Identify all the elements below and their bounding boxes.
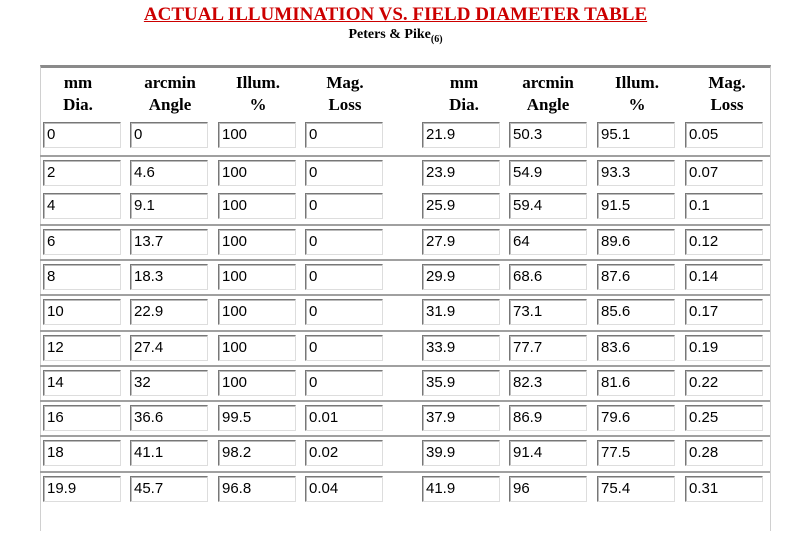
table-cell-field[interactable]: 31.9 <box>422 299 500 325</box>
table-cell-field[interactable]: 93.3 <box>597 160 675 186</box>
column-header-line2: Angle <box>148 95 192 114</box>
table-cell-field[interactable]: 0 <box>305 299 383 325</box>
table-cell-field[interactable]: 19.9 <box>43 476 121 502</box>
table-cell-field[interactable]: 0 <box>305 229 383 255</box>
table-cell-field[interactable]: 0 <box>43 122 121 148</box>
table-cell-field[interactable]: 2 <box>43 160 121 186</box>
table-row <box>40 224 770 261</box>
table-cell-field[interactable]: 100 <box>218 122 296 148</box>
table-cell-field[interactable]: 73.1 <box>509 299 587 325</box>
table-cell-field[interactable]: 75.4 <box>597 476 675 502</box>
table-cell-field[interactable]: 0.25 <box>685 405 763 431</box>
table-cell-field[interactable]: 33.9 <box>422 335 500 361</box>
table-cell-field[interactable]: 39.9 <box>422 440 500 466</box>
table-cell-field[interactable]: 0.28 <box>685 440 763 466</box>
column-header-7 <box>682 72 772 116</box>
table-cell-field[interactable]: 98.2 <box>218 440 296 466</box>
table-cell-field[interactable]: 82.3 <box>509 370 587 396</box>
column-header-line1: arcmin <box>144 73 196 92</box>
table-cell-field[interactable]: 18 <box>43 440 121 466</box>
table-cell-field[interactable]: 41.1 <box>130 440 208 466</box>
table-cell-field[interactable]: 25.9 <box>422 193 500 219</box>
table-cell-field[interactable]: 12 <box>43 335 121 361</box>
table-cell-field[interactable]: 89.6 <box>597 229 675 255</box>
table-cell-field[interactable]: 96 <box>509 476 587 502</box>
table-cell-field[interactable]: 81.6 <box>597 370 675 396</box>
table-cell-field[interactable]: 96.8 <box>218 476 296 502</box>
table-cell-field[interactable]: 0.22 <box>685 370 763 396</box>
table-cell-field[interactable]: 77.5 <box>597 440 675 466</box>
column-header-line1: mm <box>449 73 479 92</box>
table-cell-field[interactable]: 0 <box>305 370 383 396</box>
table-cell-field[interactable]: 100 <box>218 193 296 219</box>
column-header-line2: % <box>249 95 267 114</box>
table-cell-field[interactable]: 100 <box>218 370 296 396</box>
page-title: ACTUAL ILLUMINATION VS. FIELD DIAMETER TABLE <box>143 4 648 25</box>
table-row <box>40 188 770 223</box>
table-row <box>40 155 770 192</box>
table-cell-field[interactable]: 27.9 <box>422 229 500 255</box>
table-cell-field[interactable]: 0 <box>130 122 208 148</box>
table-cell-field[interactable]: 0.17 <box>685 299 763 325</box>
table-cell-field[interactable]: 86.9 <box>509 405 587 431</box>
table-cell-field[interactable]: 0.1 <box>685 193 763 219</box>
column-header-2 <box>213 72 303 116</box>
table-cell-field[interactable]: 59.4 <box>509 193 587 219</box>
table-cell-field[interactable]: 27.4 <box>130 335 208 361</box>
column-header-line2: Loss <box>328 95 362 114</box>
column-header-line2: % <box>628 95 646 114</box>
column-header-3 <box>300 72 390 116</box>
table-cell-field[interactable]: 14 <box>43 370 121 396</box>
column-header-line2: Loss <box>710 95 744 114</box>
table-cell-field[interactable]: 0 <box>305 335 383 361</box>
table-cell-field[interactable]: 100 <box>218 264 296 290</box>
table-cell-field[interactable]: 99.5 <box>218 405 296 431</box>
table-row <box>40 330 770 367</box>
table-cell-field[interactable]: 0.05 <box>685 122 763 148</box>
column-header-line1: Mag. <box>326 73 364 92</box>
table-cell-field[interactable]: 41.9 <box>422 476 500 502</box>
table-cell-field[interactable]: 6 <box>43 229 121 255</box>
table-cell-field[interactable]: 29.9 <box>422 264 500 290</box>
table-cell-field[interactable]: 23.9 <box>422 160 500 186</box>
table-cell-field[interactable]: 16 <box>43 405 121 431</box>
table-cell-field[interactable]: 0 <box>305 193 383 219</box>
table-row <box>40 400 770 437</box>
subtitle-reference: (6) <box>430 33 443 45</box>
table-cell-field[interactable]: 83.6 <box>597 335 675 361</box>
table-cell-field[interactable]: 85.6 <box>597 299 675 325</box>
table-cell-field[interactable]: 0 <box>305 264 383 290</box>
table-row <box>40 259 770 296</box>
table-cell-field[interactable]: 0.04 <box>305 476 383 502</box>
column-header-line1: Illum. <box>615 73 659 92</box>
table-cell-field[interactable]: 8 <box>43 264 121 290</box>
table-cell-field[interactable]: 0 <box>305 122 383 148</box>
table-cell-field[interactable]: 18.3 <box>130 264 208 290</box>
table-cell-field[interactable]: 0 <box>305 160 383 186</box>
table-cell-field[interactable]: 9.1 <box>130 193 208 219</box>
table-cell-field[interactable]: 50.3 <box>509 122 587 148</box>
table-row <box>40 294 770 331</box>
table-cell-field[interactable]: 10 <box>43 299 121 325</box>
table-cell-field[interactable]: 4 <box>43 193 121 219</box>
table-cell-field[interactable]: 79.6 <box>597 405 675 431</box>
column-header-line1: Illum. <box>236 73 280 92</box>
table-cell-field[interactable]: 100 <box>218 160 296 186</box>
column-header-line2: Dia. <box>449 95 479 114</box>
table-cell-field[interactable]: 36.6 <box>130 405 208 431</box>
table-cell-field[interactable]: 64 <box>509 229 587 255</box>
table-cell-field[interactable]: 0.02 <box>305 440 383 466</box>
table-cell-field[interactable]: 91.4 <box>509 440 587 466</box>
table-cell-field[interactable]: 100 <box>218 299 296 325</box>
table-cell-field[interactable]: 0.01 <box>305 405 383 431</box>
column-header-5 <box>503 72 593 116</box>
subtitle-text: Peters & Pike <box>348 27 431 42</box>
table-cell-field[interactable]: 37.9 <box>422 405 500 431</box>
table-row <box>40 117 770 152</box>
table-cell-field[interactable]: 100 <box>218 229 296 255</box>
table-row <box>40 471 770 508</box>
table-cell-field[interactable]: 68.6 <box>509 264 587 290</box>
column-header-6 <box>592 72 682 116</box>
column-header-line1: mm <box>63 73 93 92</box>
table-cell-field[interactable]: 21.9 <box>422 122 500 148</box>
table-cell-field[interactable]: 22.9 <box>130 299 208 325</box>
table-cell-field[interactable]: 77.7 <box>509 335 587 361</box>
column-header-4 <box>419 72 509 116</box>
table-cell-field[interactable]: 4.6 <box>130 160 208 186</box>
table-cell-field[interactable]: 95.1 <box>597 122 675 148</box>
column-header-line2: Dia. <box>63 95 93 114</box>
table-cell-field[interactable]: 0.14 <box>685 264 763 290</box>
column-header-1 <box>125 72 215 116</box>
table-cell-field[interactable]: 91.5 <box>597 193 675 219</box>
table-cell-field[interactable]: 0.19 <box>685 335 763 361</box>
table-row <box>40 365 770 402</box>
table-cell-field[interactable]: 0.31 <box>685 476 763 502</box>
table-cell-field[interactable]: 0.07 <box>685 160 763 186</box>
column-header-line2: Angle <box>526 95 570 114</box>
column-header-line1: Mag. <box>708 73 746 92</box>
table-cell-field[interactable]: 87.6 <box>597 264 675 290</box>
table-cell-field[interactable]: 0.12 <box>685 229 763 255</box>
table-cell-field[interactable]: 45.7 <box>130 476 208 502</box>
table-cell-field[interactable]: 13.7 <box>130 229 208 255</box>
column-header-0 <box>33 72 123 116</box>
table-cell-field[interactable]: 100 <box>218 335 296 361</box>
table-row <box>40 435 770 472</box>
page-subtitle <box>0 27 791 45</box>
table-cell-field[interactable]: 35.9 <box>422 370 500 396</box>
table-cell-field[interactable]: 54.9 <box>509 160 587 186</box>
table-cell-field[interactable]: 32 <box>130 370 208 396</box>
column-header-line1: arcmin <box>522 73 574 92</box>
